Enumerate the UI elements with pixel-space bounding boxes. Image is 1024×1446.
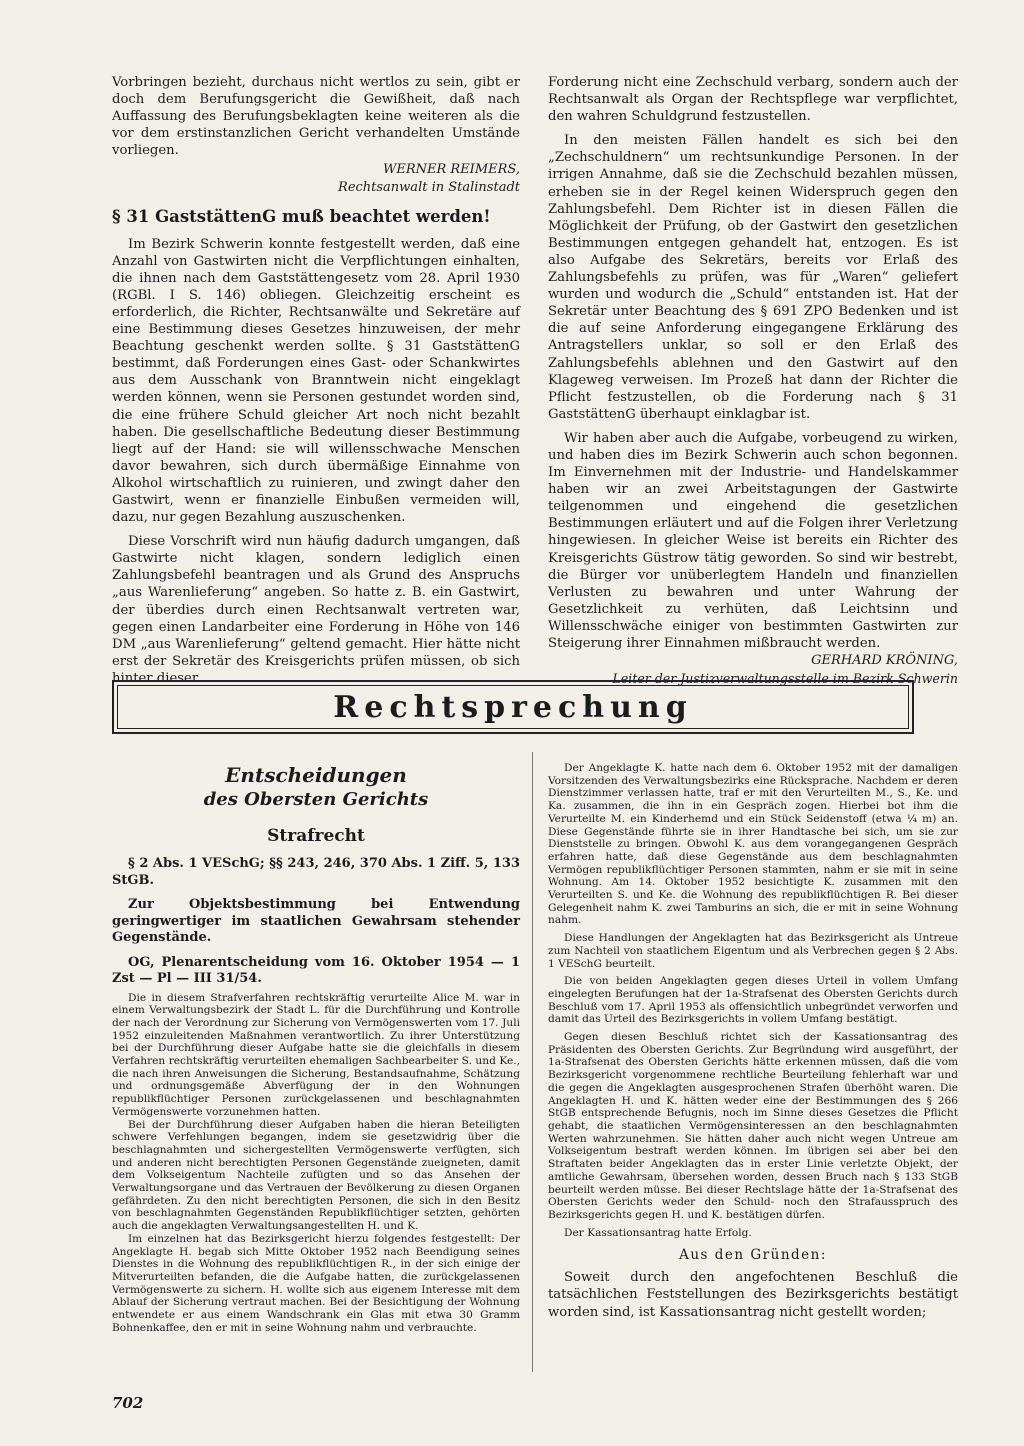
lower-right-column xyxy=(548,762,958,1321)
paragraph: Der Kassationsantrag hatte Erfolg. xyxy=(564,1226,752,1239)
banner-title: Rechtsprechung xyxy=(333,689,693,725)
section-subheading: des Obersten Gerichts xyxy=(203,789,429,810)
paragraph: Soweit durch den angefochtenen Beschluß die tatsächlichen Feststellungen des Bezirksgerichts bestätigt worden sind, ist Kassationsantrag nicht gestellt worden; xyxy=(548,1270,958,1320)
reasons-heading: Aus den Gründen: xyxy=(679,1247,827,1264)
page-number: 702 xyxy=(112,1394,144,1412)
paragraph: Wir haben aber auch die Aufgabe, vorbeugend zu wirken, und haben dies im Bezirk Schwerin auch schon begonnen. Im Einvernehmen mit der Industrie- und Handelskammer haben wir an zwei Arbeitstagungen der Gastwirte teilgenommen und eingehend die gesetzlichen Bestimmungen erläutert und auf die Folgen ihrer Verletzung hingewiesen. In gleicher Weise ist bereits ein Richter des Kreisgerichts Güstrow tätig geworden. So sind wir bestrebt, die Bürger vor unüberlegtem Handeln und finanziellen Verlusten zu bewahren und unter Wahrung der Gesetzlichkeit zu verhüten, daß Leichtsinn und Willensschwäche einiger von bestimmten Gastwirten zur Steigerung ihrer Einnahmen mißbraucht werden. xyxy=(548,430,958,651)
decision-citation: OG, Plenarentscheidung vom 16. Oktober 1954 — 1 Zst — Pl — III 31/54. xyxy=(112,954,520,986)
paragraph: Forderung nicht eine Zechschuld verbarg, sondern auch der Rechtsanwalt als Organ der Rechtspflege war verpflichtet, den wahren Schuldgrund festzustellen. xyxy=(548,75,958,125)
paragraph: Gegen diesen Beschluß richtet sich der Kassationsantrag des Präsidenten des Obersten Gerichts. Zur Begründung wird ausgeführt, der 1a-Strafsenat des Obersten Gerichts hätte erkennen müssen, daß die vom Bezirksgericht vorgenommene rechtliche Beurteilung fehlerhaft war und die gegen die Angeklagten ausgesprochenen Strafen überhöht waren. Die Angeklagten H. und K. hätten weder eine der Bestimmungen des § 266 StGB entsprechende Befugnis, noch im Sinne dieses Gesetzes die Pflicht gehabt, die staatlichen Vermögensinteressen an den beschlagnahmten Werten wahrzunehmen. Sie hätten daher auch nicht wegen Untreue am Volkseigentum bestraft werden können. Im übrigen sei aber bei den Straftaten beider Angeklagten das in erster Linie verletzte Objekt, der amtliche Gewahrsam, übersehen worden, dessen Bruch nach § 133 StGB beurteilt werden müsse. Bei dieser Rechtslage hätte der 1a-Strafsenat des Obersten Gerichts weder den Schuld- noch den Strafausspruch des Bezirksgerichts gegen H. und K. bestätigen dürfen. xyxy=(548,1031,958,1221)
author-role: Rechtsanwalt in Stalinstadt xyxy=(338,179,520,195)
article-heading: § 31 GaststättenG muß beachtet werden! xyxy=(112,207,491,227)
top-left-column xyxy=(112,74,520,687)
paragraph: Diese Handlungen der Angeklagten hat das Bezirksgericht als Untreue zum Nachteil von staatlichem Eigentum und als Verbrechen gegen § 2 Abs. 1 VESchG beurteilt. xyxy=(548,932,958,970)
paragraph: Im einzelnen hat das Bezirksgericht hierzu folgendes festgestellt: Der Angeklagte H. begab sich Mitte Oktober 1952 nach Beendigung seines Dienstes in die Wohnung des republikflüchtigen R., in der sich einige der Mitverurteilten befanden, die die Aufgabe hatten, die zurückgelassenen Vermögenswerte zu sichern. H. wollte sich aus eigenem Interesse mit dem Ablauf der Sicherung vertraut machen. Bei der Besichtigung der Wohnung entwendete er aus einem Wandschrank ein Glas mit etwa 30 Gramm Bohnenkaffee, den er mit in seine Wohnung nahm und verbrauchte. xyxy=(112,1232,520,1334)
paragraph: Bei der Durchführung dieser Aufgaben haben die hieran Beteiligten schwere Verfehlungen begangen, indem sie gesetzwidrig über die beschlagnahmten und sichergestellten Vermögenswerte verfügten, sich und anderen nicht berechtigten Personen Gegenstände zueigneten, damit dem Volkseigentum Nachteile zufügten und so das Ansehen der Verwaltungsorgane und das Vertrauen der Bevölkerung zu diesen Organen gefährdeten. Zu den nicht berechtigten Personen, die sich in den Besitz von beschlagnahmten Gegenständen Republikflüchtiger setzten, gehörten auch die angeklagten Verwaltungsangestellten H. und K. xyxy=(112,1118,520,1233)
author-name: WERNER REIMERS, xyxy=(382,162,520,178)
paragraph: Vorbringen bezieht, durchaus nicht wertlos zu sein, gibt er doch dem Berufungsgericht die Gewißheit, daß nach Auffassung des Berufungsbeklagten keine weiteren als die vor dem erstinstanzlichen Gericht verhandelten Umstände vorliegen. xyxy=(112,75,520,159)
paragraph: In den meisten Fällen handelt es sich bei den „Zechschuldnern“ um rechtsunkundige Personen. In der irrigen Annahme, daß sie die Zechschuld bezahlen müssen, erheben sie in der Regel keinen Widerspruch gegen den Zahlungsbefehl. Dem Richter ist in diesen Fällen die Möglichkeit der Prüfung, ob der Gastwirt den gesetzlichen Bestimmungen entgegen gehandelt hat, entzogen. Es ist also Aufgabe des Sekretärs, bereits vor Erlaß des Zahlungsbefehls zu prüfen, was für „Waren“ geliefert wurden und wodurch die „Schuld“ entstanden ist. Hat der Sekretär unter Beachtung des § 691 ZPO Bedenken und ist die auf seine Anforderung eingegangene Erklärung des Antragstellers unklar, so soll er den Erlaß des Zahlungsbefehls ablehnen und den Gastwirt auf den Klageweg verweisen. Im Prozeß hat dann der Richter die Pflicht festzustellen, ob die Forderung nach § 31 GaststättenG überhaupt einklagbar ist. xyxy=(548,133,958,422)
top-right-column xyxy=(548,74,958,687)
paragraph: Im Bezirk Schwerin konnte festgestellt werden, daß eine Anzahl von Gastwirten nicht die Verpflichtungen einhalten, die ihnen nach dem Gaststättengesetz vom 28. April 1930 (RGBl. I S. 146) obliegen. Gleichzeitig erscheint es erforderlich, die Richter, Rechtsanwälte und Sekretäre auf eine Bestimmung dieses Gesetzes hinzuweisen, der mehr Beachtung geschenkt werden sollte. § 31 GaststättenG bestimmt, daß Forderungen eines Gast- oder Schankwirtes aus dem Ausschank von Branntwein nicht eingeklagt werden können, wenn sie Personen gestundet worden sind, die eine frühere Schuld gleicher Art noch nicht bezahlt haben. Die gesellschaftliche Bedeutung dieser Bestimmung liegt auf der Hand: sie will willensschwache Menschen davor bewahren, sich durch übermäßige Einnahme von Alkohol wirtschaftlich zu ruinieren, und zwingt daher den Gastwirt, wenn er finanzielle Einbußen vermeiden will, dazu, nur gegen Bezahlung auszuschenken. xyxy=(112,236,520,526)
headnote: Zur Objektsbestimmung bei Entwendung geringwertiger im staatlichen Gewahrsam stehender Gegenstände. xyxy=(112,897,520,945)
lower-left-column xyxy=(112,762,520,1334)
subject-heading: Strafrecht xyxy=(267,826,365,846)
paragraph: Die von beiden Angeklagten gegen dieses Urteil in vollem Umfang eingelegten Berufungen hat der 1a-Strafsenat des Obersten Gerichts durch Beschluß vom 17. April 1953 als offensichtlich unbegründet verworfen und damit das Urteil des Bezirksgerichts in vollem Umfang bestätigt. xyxy=(548,975,958,1026)
paragraph: Der Angeklagte K. hatte nach dem 6. Oktober 1952 mit der damaligen Vorsitzenden des Verwaltungsbezirks eine Rücksprache. Nachdem er deren Dienstzimmer verlassen hatte, traf er mit den Verurteilten M., S., Ke. und Ka. zusammen, die ihn in ein Gespräch zogen. Hierbei bot ihm die Verurteilte M. ein Kinderhemd und ein Stück Seidenstoff (etwa ¼ m) an. Diese Gegenstände führte sie in ihrer Handtasche bei sich, um sie zur Dienststelle zu bringen. Obwohl K. aus dem vorangegangenen Gespräch erfahren hatte, daß diese Gegenstände aus dem beschlagnahmten Vermögen republikflüchtiger Personen stammten, nahm er sie mit in seine Wohnung. Am 14. Oktober 1952 besichtigte K. zusammen mit den Verurteilten S. und Ke. die Wohnung des republikflüchtigen R. Bei dieser Gelegenheit nahm K. zwei Tamburins an sich, die er mit in seine Wohnung nahm. xyxy=(548,762,958,927)
column-divider xyxy=(532,752,533,1372)
paragraph: Die in diesem Strafverfahren rechtskräftig verurteilte Alice M. war in einem Verwaltungsbezirk der Stadt L. für die Durchführung und Kontrolle der nach der Verordnung zur Sicherung von Vermögenswerten vom 17. Juli 1952 einzuleitenden Maßnahmen verantwortlich. Zu ihrer Unterstützung bei der Durchführung dieser Aufgabe hatte sie die gleichfalls in diesem Verfahren rechtskräftig verurteilten ehemaligen Sachbearbeiter S. und Ke., die nach ihren Anweisungen die Sicherung, Bestandsaufnahme, Schätzung und ordnungsgemäße Abverfügung der in den Wohnungen republikflüchtiger Personen zurückgelassenen und beschlagnahmten Vermögenswerte vorzunehmen hatten. xyxy=(112,991,520,1118)
paragraph: Diese Vorschrift wird nun häufig dadurch umgangen, daß Gastwirte nicht klagen, sondern lediglich einen Zahlungsbefehl beantragen und als Grund des Anspruchs „aus Warenlieferung“ angeben. So hatte z. B. ein Gastwirt, der überdies durch einen Rechtsanwalt vertreten war, gegen einen Landarbeiter eine Forderung in Höhe von 146 DM „aus Warenlieferung“ geltend gemacht. Hier hätte nicht erst der Sekretär des Kreisgerichts prüfen müssen, ob sich hinter dieser xyxy=(112,534,520,686)
author-role: Leiter der Justizverwaltungsstelle im Bezirk Schwerin xyxy=(612,670,958,686)
author-name: GERHARD KRÖNING, xyxy=(811,653,958,669)
norm-references: § 2 Abs. 1 VESchG; §§ 243, 246, 370 Abs. 1 Ziff. 5, 133 StGB. xyxy=(112,856,520,888)
section-heading: Entscheidungen xyxy=(225,763,407,787)
section-banner xyxy=(112,680,914,734)
